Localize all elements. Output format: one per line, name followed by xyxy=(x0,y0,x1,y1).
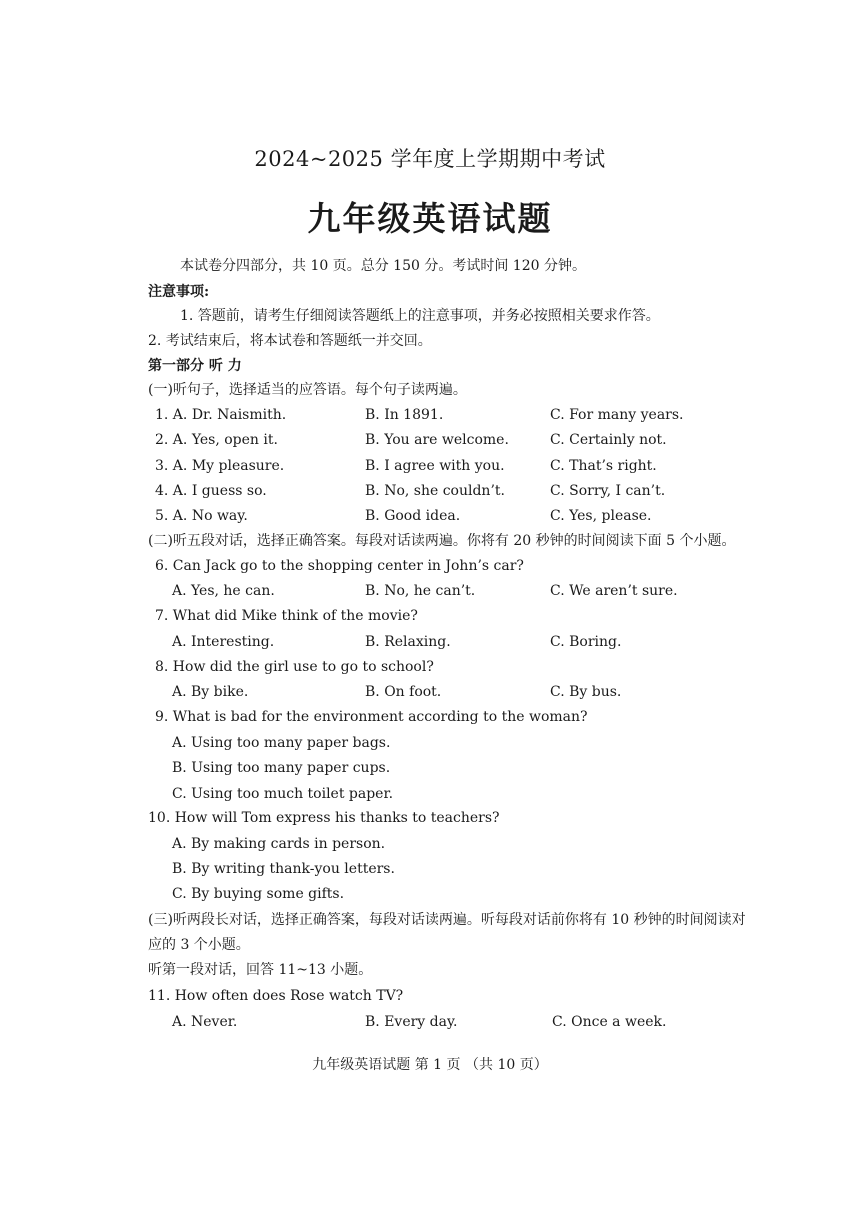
q5-option-b: B. Good idea. xyxy=(365,508,461,524)
q6-option-a: A. Yes, he can. xyxy=(172,583,275,599)
q5-option-a: 5. A. No way. xyxy=(155,508,248,524)
q11-option-a: A. Never. xyxy=(172,1014,238,1030)
q10-stem: 10. How will Tom express his thanks to teachers? xyxy=(148,810,500,826)
q3-option-a: 3. A. My pleasure. xyxy=(155,458,285,474)
q10-option-c: C. By buying some gifts. xyxy=(172,886,345,902)
page-footer: 九年级英语试题 第 1 页 （共 10 页） xyxy=(312,1057,548,1073)
q11-option-c: C. Once a week. xyxy=(552,1014,667,1030)
notice-item-2: 2. 考试结束后，将本试卷和答题纸一并交回。 xyxy=(148,333,432,349)
q10-option-a: A. By making cards in person. xyxy=(172,836,386,852)
exam-title: 2024~2025 学年度上学期期中考试 xyxy=(254,147,606,171)
q2-option-c: C. Certainly not. xyxy=(550,432,667,448)
q9-option-b: B. Using too many paper cups. xyxy=(172,760,391,776)
part1-heading: 第一部分 听 力 xyxy=(148,358,242,374)
q8-stem: 8. How did the girl use to go to school? xyxy=(155,659,434,675)
q2-option-b: B. You are welcome. xyxy=(365,432,509,448)
notice-heading: 注意事项: xyxy=(148,284,210,300)
section3-instruction-line2: 应的 3 个小题。 xyxy=(148,937,250,953)
q2-option-a: 2. A. Yes, open it. xyxy=(155,432,278,448)
q10-option-b: B. By writing thank-you letters. xyxy=(172,861,395,877)
q8-option-b: B. On foot. xyxy=(365,684,442,700)
q9-stem: 9. What is bad for the environment according to the woman? xyxy=(155,709,588,725)
q6-option-b: B. No, he can’t. xyxy=(365,583,476,599)
q11-stem: 11. How often does Rose watch TV? xyxy=(148,988,404,1004)
q1-option-c: C. For many years. xyxy=(550,407,684,423)
q4-option-a: 4. A. I guess so. xyxy=(155,483,267,499)
q7-stem: 7. What did Mike think of the movie? xyxy=(155,608,418,624)
notice-item-1: 1. 答题前，请考生仔细阅读答题纸上的注意事项，并务必按照相关要求作答。 xyxy=(180,308,660,324)
q7-option-c: C. Boring. xyxy=(550,634,622,650)
q4-option-b: B. No, she couldn’t. xyxy=(365,483,505,499)
subject-title: 九年级英语试题 xyxy=(307,199,553,238)
section1-instruction: (一)听句子，选择适当的应答语。每个句子读两遍。 xyxy=(148,382,467,398)
q9-option-a: A. Using too many paper bags. xyxy=(172,735,391,751)
section3-instruction-line1: (三)听两段长对话，选择正确答案，每段对话读两遍。听每段对话前你将有 10 秒钟的时间阅读对 xyxy=(148,912,746,928)
section2-instruction: (二)听五段对话，选择正确答案。每段对话读两遍。你将有 20 秒钟的时间阅读下面 5 个小题。 xyxy=(148,533,736,549)
exam-summary: 本试卷分四部分，共 10 页。总分 150 分。考试时间 120 分钟。 xyxy=(180,258,586,274)
q11-option-b: B. Every day. xyxy=(365,1014,458,1030)
q6-stem: 6. Can Jack go to the shopping center in John’s car? xyxy=(155,558,524,574)
q1-option-a: 1. A. Dr. Naismith. xyxy=(155,407,287,423)
q1-option-b: B. In 1891. xyxy=(365,407,444,423)
dialog1-instruction: 听第一段对话，回答 11~13 小题。 xyxy=(148,962,373,978)
q3-option-b: B. I agree with you. xyxy=(365,458,505,474)
q8-option-c: C. By bus. xyxy=(550,684,622,700)
q9-option-c: C. Using too much toilet paper. xyxy=(172,786,394,802)
q5-option-c: C. Yes, please. xyxy=(550,508,652,524)
q8-option-a: A. By bike. xyxy=(172,684,249,700)
q3-option-c: C. That’s right. xyxy=(550,458,657,474)
q4-option-c: C. Sorry, I can’t. xyxy=(550,483,666,499)
q6-option-c: C. We aren’t sure. xyxy=(550,583,678,599)
q7-option-a: A. Interesting. xyxy=(172,634,275,650)
q7-option-b: B. Relaxing. xyxy=(365,634,451,650)
